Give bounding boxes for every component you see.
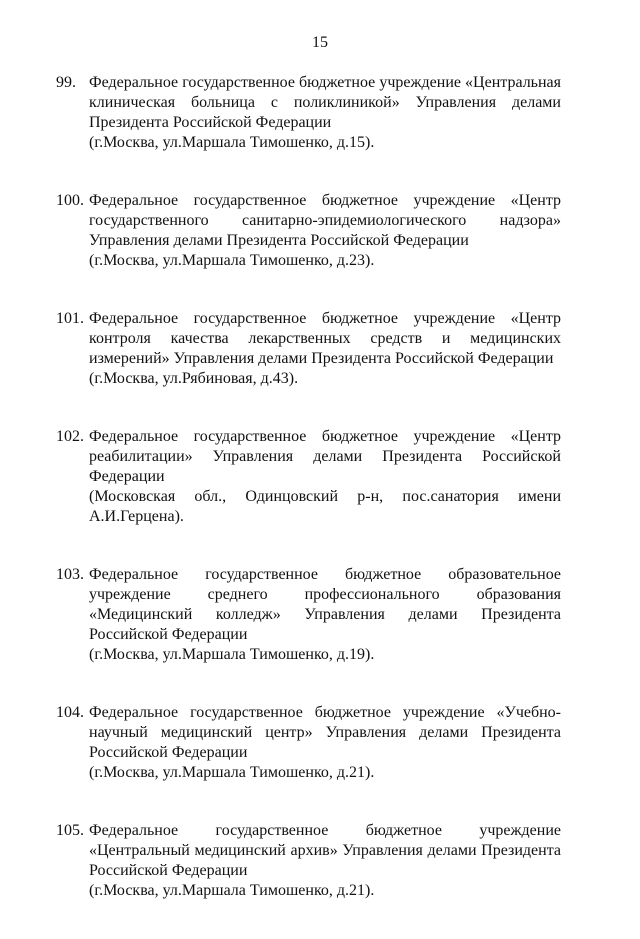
entry-address: (г.Москва, ул.Маршала Тимошенко, д.15). xyxy=(89,134,375,151)
entry-number: 102. xyxy=(56,428,84,445)
list-item xyxy=(56,73,561,153)
entry-list xyxy=(56,73,561,939)
entry-address: (г.Москва, ул.Маршала Тимошенко, д.23). xyxy=(89,252,375,269)
entry-body xyxy=(89,309,561,389)
entry-body xyxy=(89,821,561,901)
page-number: 15 xyxy=(312,34,328,51)
entry-body xyxy=(89,191,561,271)
entry-number: 103. xyxy=(56,566,84,583)
list-item xyxy=(56,565,561,665)
entry-number: 105. xyxy=(56,822,84,839)
entry-body xyxy=(89,73,561,153)
entry-description: Федеральное государственное бюджетное образовательное учреждение среднего профессионального образования «Медицинский колледж» Управления делами Президента Российской Федерации xyxy=(89,566,561,643)
entry-address: (г.Москва, ул.Маршала Тимошенко, д.21). xyxy=(89,764,375,781)
entry-body xyxy=(89,703,561,783)
entry-description: Федеральное государственное бюджетное учреждение «Центральный медицинский архив» Управления делами Президента Российской Федерации xyxy=(89,822,561,879)
entry-address: (г.Москва, ул.Рябиновая, д.43). xyxy=(89,370,299,387)
list-item xyxy=(56,427,561,527)
entry-number: 100. xyxy=(56,192,84,209)
entry-body xyxy=(89,427,561,527)
list-item xyxy=(56,821,561,901)
entry-address: (г.Москва, ул.Маршала Тимошенко, д.19). xyxy=(89,646,375,663)
entry-description: Федеральное государственное бюджетное учреждение «Центр реабилитации» Управления делами Президента Российской Федерации xyxy=(89,428,561,485)
list-item xyxy=(56,309,561,389)
list-item xyxy=(56,703,561,783)
entry-number: 99. xyxy=(56,74,76,91)
entry-description: Федеральное государственное бюджетное учреждение «Центр контроля качества лекарственных средств и медицинских измерений» Управления делами Президента Российской Федерации xyxy=(89,310,561,367)
entry-description: Федеральное государственное бюджетное учреждение «Учебно-научный медицинский центр» Управления делами Президента Российской Федерации xyxy=(89,704,561,761)
entry-description: Федеральное государственное бюджетное учреждение «Центральная клиническая больница с поликлиникой» Управления делами Президента Российской Федерации xyxy=(89,74,561,131)
list-item xyxy=(56,191,561,271)
entry-address: (Московская обл., Одинцовский р-н, пос.санатория имени А.И.Герцена). xyxy=(89,488,561,525)
entry-address: (г.Москва, ул.Маршала Тимошенко, д.21). xyxy=(89,882,375,899)
entry-body xyxy=(89,565,561,665)
entry-description: Федеральное государственное бюджетное учреждение «Центр государственного санитарно-эпидемиологического надзора» Управления делами Президента Российской Федерации xyxy=(89,192,561,249)
entry-number: 104. xyxy=(56,704,84,721)
entry-number: 101. xyxy=(56,310,84,327)
